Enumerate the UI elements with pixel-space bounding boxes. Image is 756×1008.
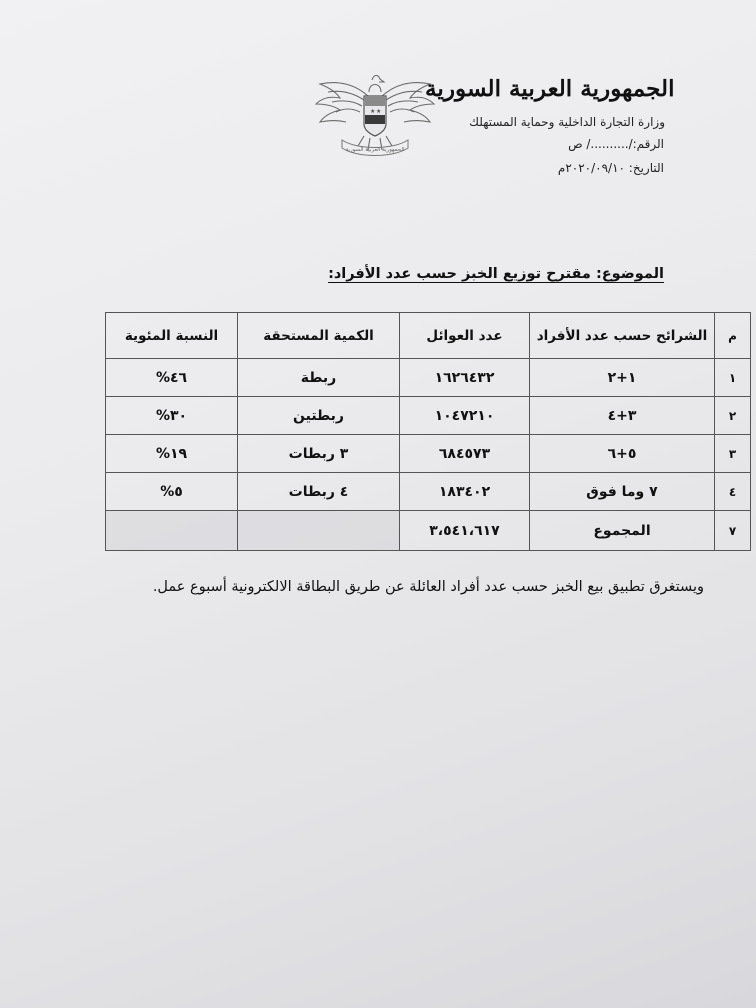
row-families: ١٠٤٧٢١٠ [400,397,530,435]
row-num: ٤ [715,473,751,511]
svg-text:★: ★ [376,108,382,115]
total-num: ٧ [715,511,751,551]
row-num: ١ [715,359,751,397]
reference-number: الرقم:/........../ ص [568,137,664,151]
closing-note: ويستغرق تطبيق بيع الخبز حسب عدد أفراد العائلة عن طريق البطاقة الالكترونية أسبوع عمل. [152,579,704,595]
header-quantity: الكمية المستحقة [238,313,400,359]
row-percent: ١٩% [106,435,238,473]
table-row [106,397,751,435]
header-percent: النسبة المئوية [106,313,238,359]
row-percent: ٣٠% [106,397,238,435]
row-quantity: ٣ ربطات [238,435,400,473]
emblem-caption: الجمهورية العربية السورية [345,147,405,153]
svg-text:★: ★ [370,108,376,115]
row-families: ١٦٢٦٤٣٢ [400,359,530,397]
header-families: عدد العوائل [400,313,530,359]
total-label: المجموع [530,511,715,551]
header-num: م [715,313,751,359]
document-date: التاريخ: ٢٠٢٠/٠٩/١٠م [557,161,664,175]
total-families: ٣،٥٤١،٦١٧ [400,511,530,551]
row-quantity: ٤ ربطات [238,473,400,511]
row-num: ٣ [715,435,751,473]
table-header-row [106,313,751,359]
total-quantity-empty [238,511,400,551]
row-num: ٢ [715,397,751,435]
row-segment: ٥+٦ [530,435,715,473]
government-title: الجمهورية العربية السورية [425,76,675,102]
table-row [106,359,751,397]
header-segments: الشرائح حسب عدد الأفراد [530,313,715,359]
ministry-name: وزارة التجارة الداخلية وحماية المستهلك [469,115,665,129]
row-segment: ٧ وما فوق [530,473,715,511]
subject-line: الموضوع: مقترح توزيع الخبز حسب عدد الأفراد: [328,266,664,282]
row-families: ٦٨٤٥٧٣ [400,435,530,473]
row-segment: ٣+٤ [530,397,715,435]
row-quantity: ربطة [238,359,400,397]
row-segment: ١+٢ [530,359,715,397]
table-total-row [106,511,751,551]
row-families: ١٨٣٤٠٢ [400,473,530,511]
row-percent: ٥% [106,473,238,511]
distribution-table [105,312,751,551]
row-quantity: ربطتين [238,397,400,435]
total-percent-empty [106,511,238,551]
table-row [106,473,751,511]
table-row [106,435,751,473]
row-percent: ٤٦% [106,359,238,397]
